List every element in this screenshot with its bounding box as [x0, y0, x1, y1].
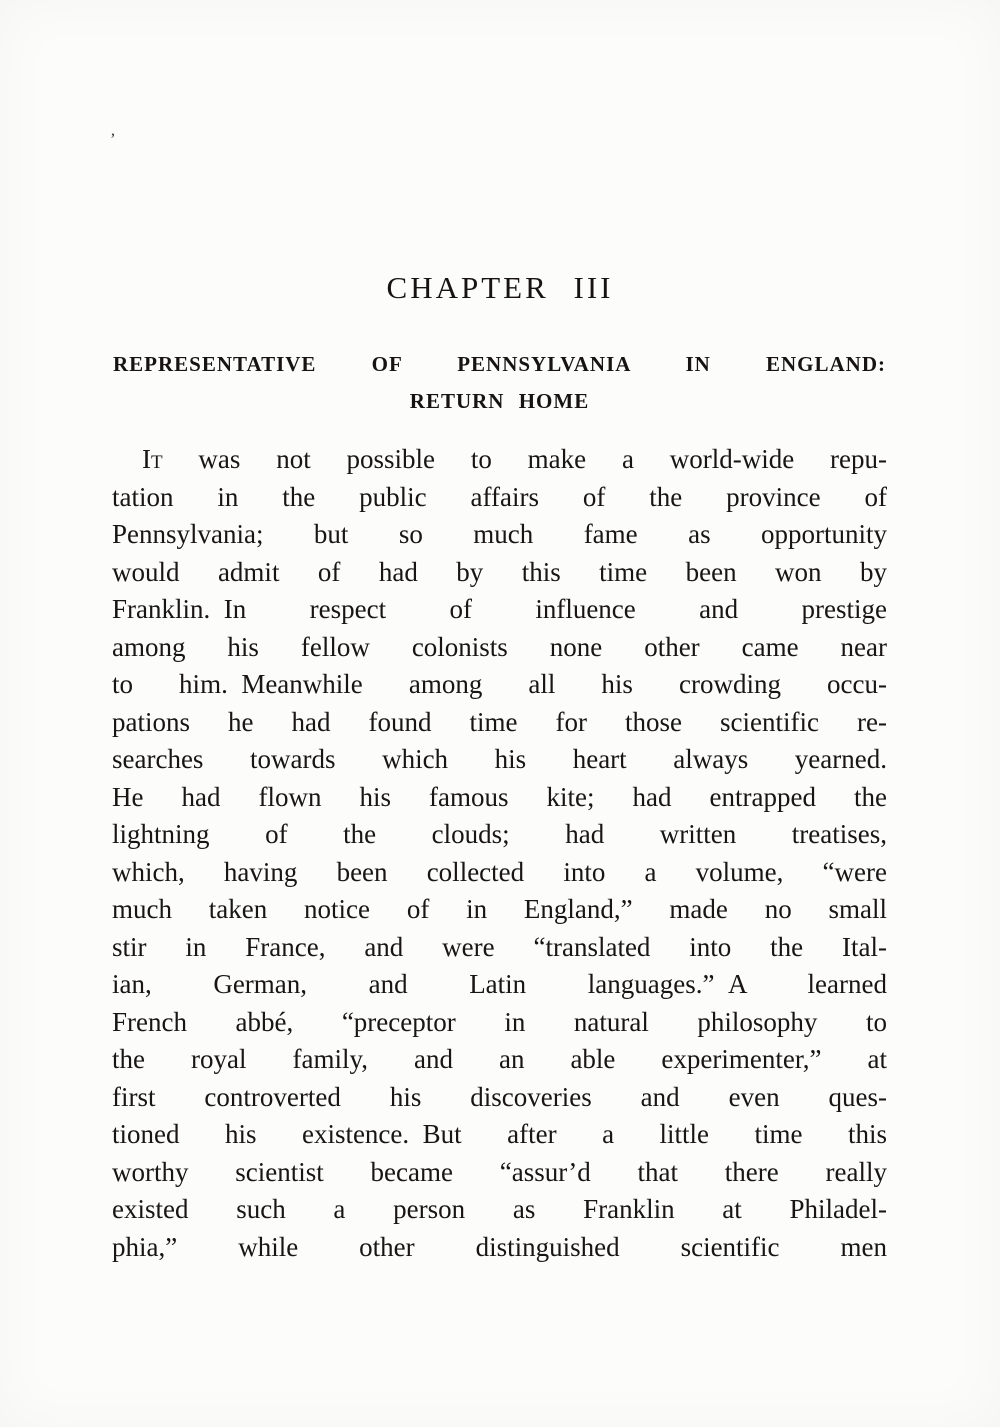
body-line: He had flown his famous kite; had entrapped the — [112, 781, 887, 812]
body-line: Pennsylvania; but so much fame as opportunity — [112, 519, 887, 549]
body-line: to him. Meanwhile among all his crowding occu- — [112, 669, 887, 699]
body-line: French abbé, “preceptor in natural philosophy to — [112, 1006, 887, 1037]
body-line: stir in France, and were “translated into the Ital- — [112, 931, 887, 962]
stray-ink-mark: ʼ — [110, 130, 116, 149]
body-line: first controverted his discoveries and even ques- — [112, 1081, 887, 1112]
body-line: much taken notice of in England,” made no small — [112, 894, 887, 924]
subtitle-line-1: REPRESENTATIVE OF PENNSYLVANIA IN ENGLAND: — [113, 352, 886, 376]
body-line: which, having been collected into a volume, “were — [112, 856, 887, 887]
body-line — [112, 441, 887, 479]
body-line: tation in the public affairs of the province of — [112, 481, 887, 512]
lead-word-smallcaps: It — [142, 444, 163, 474]
chapter-subtitle — [113, 346, 886, 420]
body-line: existed such a person as Franklin at Philadel- — [112, 1194, 887, 1224]
body-paragraph — [112, 441, 887, 1266]
body-line: searches towards which his heart always yearned. — [112, 744, 887, 774]
first-line-rest: was not possible to make a world-wide repu- — [198, 444, 887, 474]
body-line: worthy scientist became “assur’d that there really — [112, 1156, 887, 1187]
body-line: ian, German, and Latin languages.” A learned — [112, 969, 887, 999]
body-line: among his fellow colonists none other came near — [112, 631, 887, 662]
body-line: would admit of had by this time been won by — [112, 556, 887, 587]
chapter-heading: CHAPTER III — [386, 270, 614, 305]
body-line: lightning of the clouds; had written treatises, — [112, 819, 887, 849]
body-line: phia,” while other distinguished scientific men — [112, 1231, 887, 1262]
body-line: the royal family, and an able experimenter,” at — [112, 1044, 887, 1074]
subtitle-line-2: RETURN HOME — [409, 389, 590, 413]
body-line: pations he had found time for those scientific re- — [112, 706, 887, 737]
body-line: tioned his existence. But after a little time this — [112, 1119, 887, 1149]
body-line: Franklin. In respect of influence and prestige — [112, 594, 887, 624]
